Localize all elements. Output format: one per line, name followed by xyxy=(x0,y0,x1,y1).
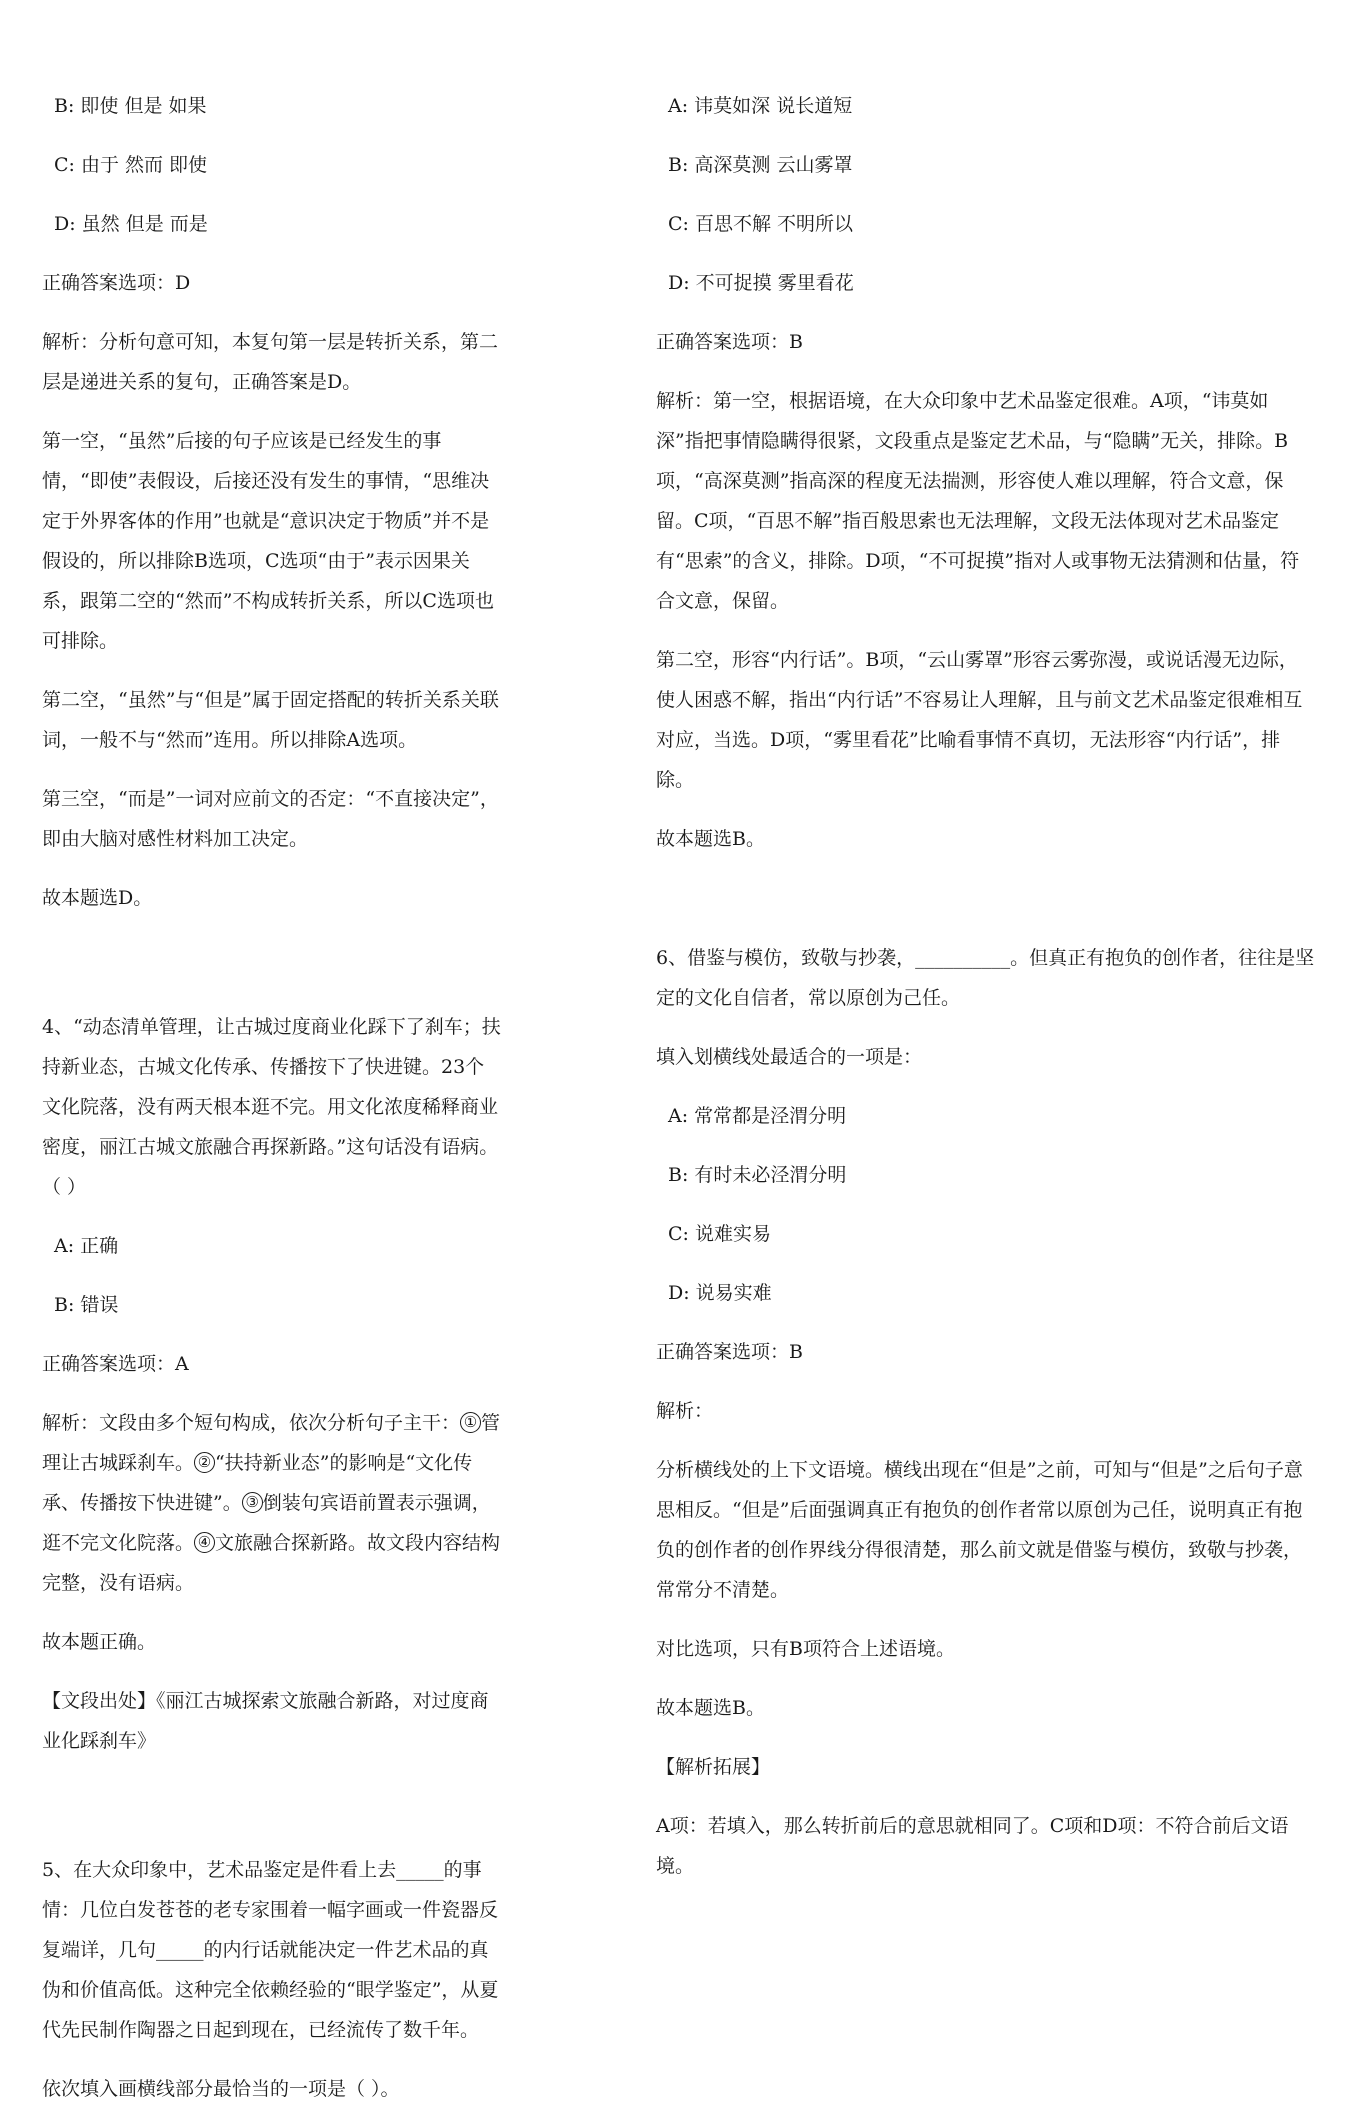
q4-analysis-text: “扶持新业态”的影响是“文化传承、传播按下快进键”。 xyxy=(42,1452,473,1514)
q4-option-a: A: 正确 xyxy=(54,1235,119,1257)
q4-option-b: B: 错误 xyxy=(54,1294,119,1316)
q4-stem: 4、“动态清单管理，让古城过度商业化踩下了刹车；扶持新业态，古城文化传承、传播按下了快进键。23个文化院落，没有两天根本逛不完。用文化浓度稀释商业密度，丽江古城文旅融合再探新路。”这句话没有语病。（ ） xyxy=(42,1016,501,1198)
q5-option-a: A: 讳莫如深 说长道短 xyxy=(668,95,853,117)
q4-source: 【文段出处】《丽江古城探索文旅融合新路，对过度商业化踩刹车》 xyxy=(42,1690,489,1752)
q3-conclusion: 故本题选D。 xyxy=(42,887,153,909)
q5-conclusion: 故本题选B。 xyxy=(656,828,765,850)
q4-analysis-text: 倒装句宾语前置表示强调，逛不完文化院落。 xyxy=(42,1492,491,1554)
q6-option-c: C: 说难实易 xyxy=(668,1223,771,1245)
q3-option-b: B: 即使 但是 如果 xyxy=(54,95,207,117)
spacer xyxy=(42,937,502,1007)
q6-answer: 正确答案选项：B xyxy=(656,1341,803,1363)
q6-option-b: B: 有时未必泾渭分明 xyxy=(668,1164,847,1186)
q6-analysis-label: 解析： xyxy=(656,1400,714,1422)
q4-analysis-text: 解析：文段由多个短句构成，依次分析句子主干： xyxy=(42,1412,461,1434)
q4-analysis-text: 管理让古城踩刹车。 xyxy=(42,1412,501,1474)
q6-option-a: A: 常常都是泾渭分明 xyxy=(668,1105,847,1127)
q6-analysis-2: 对比选项，只有B项符合上述语境。 xyxy=(656,1638,955,1660)
q6-prompt: 填入划横线处最适合的一项是： xyxy=(656,1046,923,1068)
q4-analysis xyxy=(42,1403,502,1603)
q4-answer: 正确答案选项：A xyxy=(42,1353,189,1375)
q3-analysis-2: 第一空，“虽然”后接的句子应该是已经发生的事情，“即使”表假设，后接还没有发生的事情，“思维决定于外界客体的作用”也就是“意识决定于物质”并不是假设的，所以排除B选项，C选项“由于”表示因果关系，跟第二空的“然而”不构成转折关系，所以C选项也可排除。 xyxy=(42,430,494,652)
circled-number-4: ④ xyxy=(194,1532,215,1553)
q5-stem: 5、在大众印象中，艺术品鉴定是件看上去_____的事情：几位白发苍苍的老专家围着一幅字画或一件瓷器反复端详，几句_____的内行话就能决定一件艺术品的真伪和价值高低。这种完全依赖经验的“眼学鉴定”，从夏代先民制作陶器之日起到现在，已经流传了数千年。 xyxy=(42,1859,499,2041)
circled-number-2: ② xyxy=(194,1452,215,1473)
q5-option-d: D: 不可捉摸 雾里看花 xyxy=(668,272,854,294)
q5-answer: 正确答案选项：B xyxy=(656,331,803,353)
q3-analysis-4: 第三空，“而是”一词对应前文的否定：“不直接决定”，即由大脑对感性材料加工决定。 xyxy=(42,788,499,850)
q5-prompt: 依次填入画横线部分最恰当的一项是（ ）。 xyxy=(42,2078,400,2100)
q3-analysis-3: 第二空，“虽然”与“但是”属于固定搭配的转折关系关联词，一般不与“然而”连用。所以排除A选项。 xyxy=(42,689,499,751)
q6-option-d: D: 说易实难 xyxy=(668,1282,772,1304)
q4-analysis-text: 文旅融合探新路。故文段内容结构完整，没有语病。 xyxy=(42,1532,501,1594)
circled-number-3: ③ xyxy=(242,1492,263,1513)
q5-option-c: C: 百思不解 不明所以 xyxy=(668,213,854,235)
circled-number-1: ① xyxy=(460,1412,481,1433)
q3-option-d: D: 虽然 但是 而是 xyxy=(54,213,208,235)
q5-analysis-1: 解析：第一空，根据语境，在大众印象中艺术品鉴定很难。A项，“讳莫如深”指把事情隐瞒得很紧，文段重点是鉴定艺术品，与“隐瞒”无关，排除。B项，“高深莫测”指高深的程度无法揣测，形容使人难以理解，符合文意，保留。C项，“百思不解”指百般思索也无法理解，文段无法体现对艺术品鉴定有“思索”的含义，排除。D项，“不可捉摸”指对人或事物无法猜测和估量，符合文意，保留。 xyxy=(656,390,1300,612)
q3-answer: 正确答案选项：D xyxy=(42,272,191,294)
q5-analysis-2: 第二空，形容“内行话”。B项，“云山雾罩”形容云雾弥漫，或说话漫无边际，使人困惑不解，指出“内行话”不容易让人理解，且与前文艺术品鉴定很难相互对应，当选。D项，“雾里看花”比喻看事情不真切，无法形容“内行话”，排除。 xyxy=(656,649,1303,791)
q6-extension-heading: 【解析拓展】 xyxy=(656,1756,771,1778)
q5-option-b: B: 高深莫测 云山雾罩 xyxy=(668,154,853,176)
spacer xyxy=(656,878,1316,938)
q4-conclusion: 故本题正确。 xyxy=(42,1631,157,1653)
right-column xyxy=(656,86,1316,1905)
left-column xyxy=(42,86,502,2128)
q3-option-c: C: 由于 然而 即使 xyxy=(54,154,208,176)
q6-analysis-1: 分析横线处的上下文语境。横线出现在“但是”之前，可知与“但是”之后句子意思相反。“但是”后面强调真正有抱负的创作者常以原创为己任，说明真正有抱负的创作者的创作界线分得很清楚，那么前文就是借鉴与模仿，致敬与抄袭，常常分不清楚。 xyxy=(656,1459,1303,1601)
q6-extension-text: A项：若填入，那么转折前后的意思就相同了。C项和D项：不符合前后文语境。 xyxy=(656,1815,1289,1877)
q3-analysis-1: 解析：分析句意可知，本复句第一层是转折关系，第二层是递进关系的复句，正确答案是D。 xyxy=(42,331,499,393)
spacer xyxy=(42,1780,502,1850)
q6-stem: 6、借鉴与模仿，致敬与抄袭，__________。但真正有抱负的创作者，往往是坚定的文化自信者，常以原创为己任。 xyxy=(656,947,1315,1009)
q6-conclusion: 故本题选B。 xyxy=(656,1697,765,1719)
